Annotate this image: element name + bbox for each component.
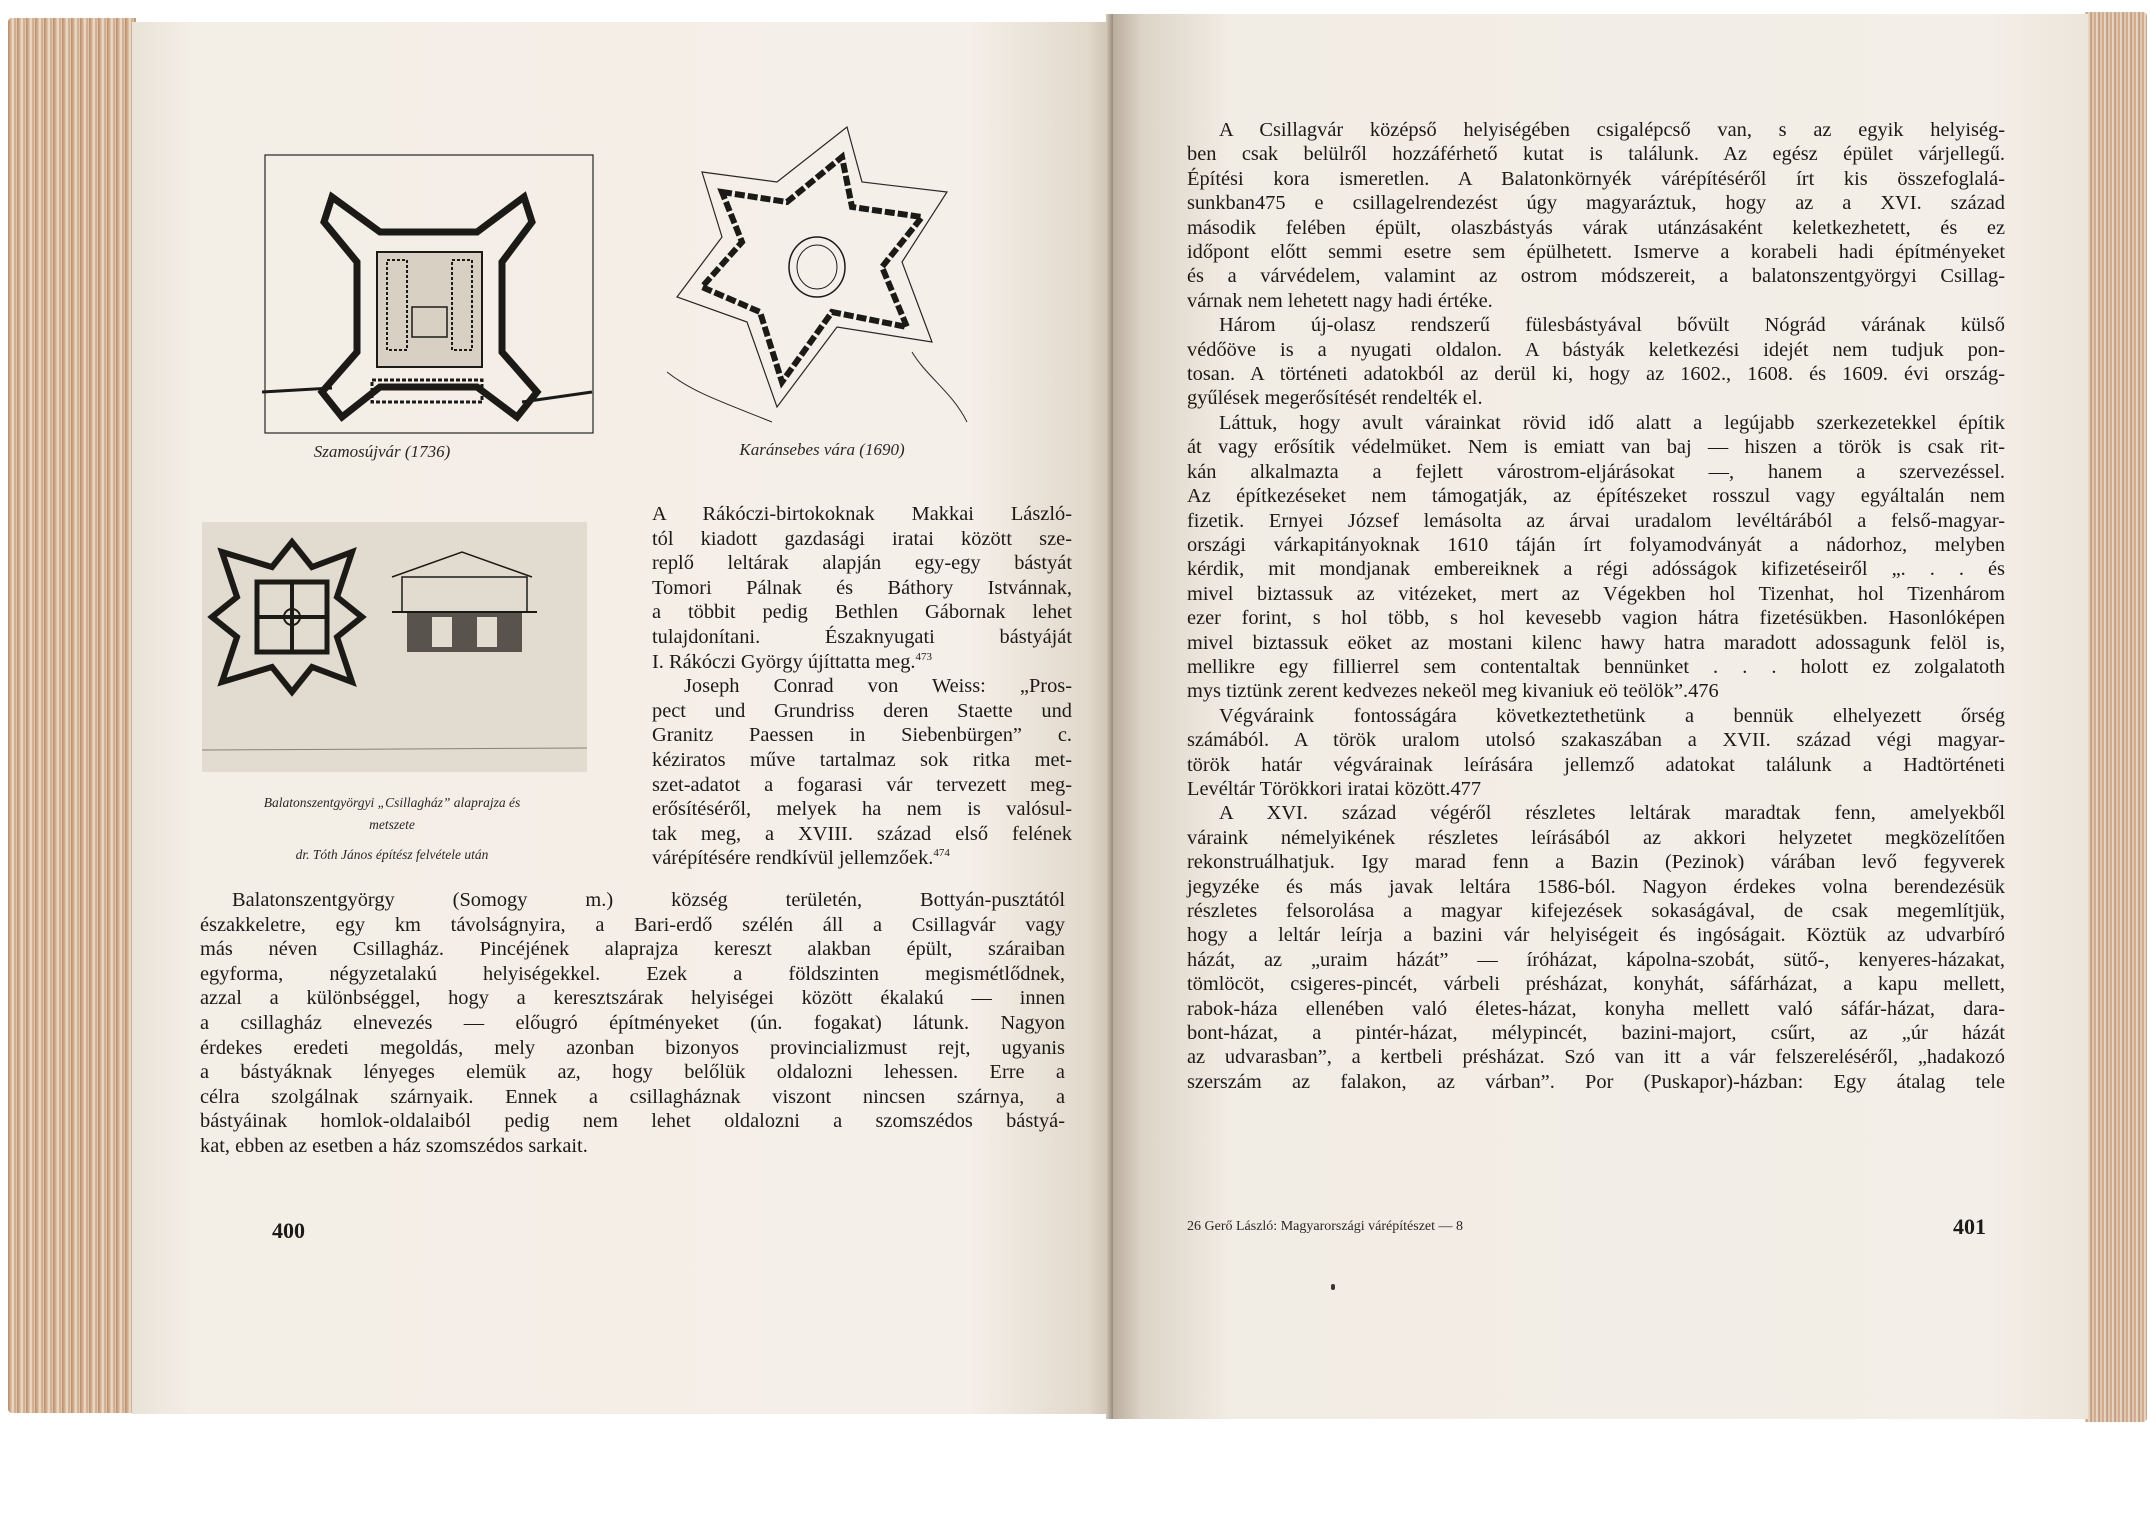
body-line: jegyzéke és más javak leltára 1586-ból. Nagyon érdekes volna berendezésük xyxy=(1187,875,2005,898)
body-line: időpont előtt semmi esetre sem épülhetett. Ismerve a korabeli hadi építményeket xyxy=(1187,241,2005,264)
body-line: kat, ebben az esetben a ház szomszédos sarkait. xyxy=(200,1134,588,1157)
body-line: célra szolgálnak szárnyaik. Ennek a csillagháznak viszont nincsen szárnya, a xyxy=(200,1085,1065,1108)
body-line: át vagy erősítik védelmüket. Nem is emiatt van baj — hiszen a török is csak rit- xyxy=(1187,436,2005,459)
side-line: A Rákóczi-birtokoknak Makkai László- xyxy=(652,503,1072,525)
body-line: török határ végvárainak leírására jellemző adatokat találunk a Hadtörténeti xyxy=(1187,753,2005,776)
body-line: védőöve is a nyugati oldalon. A bástyák keletkezési idejét nem tudjuk pon- xyxy=(1187,338,2005,361)
body-line: egyforma, négyzetalakú helyiségekkel. Ezek a földszinten megismétlődnek, xyxy=(200,962,1065,985)
body-line: a bástyáknak lényeges elemük az, hogy belőlük oldalozni lehessen. Erre a xyxy=(200,1061,1065,1084)
side-line-text: I. Rákóczi György újíttatta meg. xyxy=(652,650,916,673)
body-line: Az építkezéseket nem támogatják, az építészeket rosszul vagy egyáltalán nem xyxy=(1187,485,2005,508)
side-line: erősítéséről, melyek ha nem is valósul- xyxy=(652,798,1072,821)
left-page xyxy=(132,22,1117,1414)
body-line: kérdik, mit mondjanak embereiknek a régi adósságok kifizetéseiről „. . . és xyxy=(1187,558,2005,581)
body-line: más néven Csillagház. Pincéjének alaprajza kereszt alakban épült, száraiban xyxy=(200,938,1065,961)
body-line: rekonstruálhatjuk. Igy marad fenn a Bazin (Pezinok) várában levő fegyverek xyxy=(1187,851,2005,874)
side-line: Joseph Conrad von Weiss: „Pros- xyxy=(684,675,1072,698)
body-line: fizetik. Ernyei József lemásolta az árvai uradalom levéltárából a felső-magyar- xyxy=(1187,509,2005,532)
figure-karansebes-plan xyxy=(662,122,972,427)
figure-caption-line-1: Balatonszentgyörgyi „Csillagház” alaprajza és xyxy=(263,795,521,810)
body-line: mellikre egy fillierrel sem contentaltak bennünket . . . holott ez zolgalatoth xyxy=(1187,655,2005,678)
right-page-stack-edge xyxy=(2085,12,2147,1422)
figure-csillaghaz-plan xyxy=(202,522,587,772)
body-line: tosan. A történeti adatokból az derül ki, hogy az 1602., 1608. és 1609. évi ország- xyxy=(1187,363,2005,386)
body-line: hogy a leltár leírja a bazini vár helyiségeit és ingóságait. Köztük az udvarbíró xyxy=(1187,924,2005,947)
body-line: Levéltár Törökkori iratai között.477 xyxy=(1187,777,1482,800)
body-line: házát, az „uraim házát” — íróházat, kápolna-szobát, sütő-, kenyeres-házakat, xyxy=(1187,948,2005,971)
body-line: ezer forint, s hol több, s hol kevesebb vagion hátra fizetésükben. Hasonlóképen xyxy=(1187,607,2005,630)
side-line: szet-adatot a fogarasi vár tervezett meg- xyxy=(652,773,1072,796)
body-line: mys tiztünk zerent kedvezes nekeöl meg kivaniuk eö teölök”.476 xyxy=(1187,680,1719,703)
body-line: Építési kora ismeretlen. A Balatonkörnyék várépítéséről írt kis összefoglalá- xyxy=(1187,167,2005,190)
body-line: mivel biztassuk az vitézeket, mert az Végekben hol Tizenhat, hol Tizenhárom xyxy=(1187,582,2005,605)
side-line: tak meg, a XVIII. század első felének xyxy=(652,822,1072,845)
body-line: azzal a különbséggel, hogy a keresztszárak helyiségei között ékalakú — innen xyxy=(200,987,1065,1010)
side-line: kéziratos műve tartalmaz sok ritka met- xyxy=(652,748,1072,771)
left-page-stack-edge xyxy=(8,18,136,1413)
figure-caption-line-3: dr. Tóth János építész felvétele után xyxy=(295,847,489,862)
body-line: északkeletre, egy km távolságnyira, a Bari-erdő szélén áll a Csillagvár vagy xyxy=(200,913,1065,936)
page-number-left: 400 xyxy=(272,1218,305,1243)
body-line: az udvarasban”, a kertbeli présházat. Szó van itt a vár felszereléséről, „hadakozó xyxy=(1187,1046,2005,1069)
csillaghaz-drawing xyxy=(202,522,587,772)
body-line: Három új-olasz rendszerű fülesbástyával bővült Nógrád várának külső xyxy=(1219,314,2005,337)
figure-szamosujvar-plan xyxy=(262,152,597,437)
side-line: tulajdonítani. Északnyugati bástyáját xyxy=(652,625,1072,648)
body-line: ben csak belülről hozzáférhető kutat is találunk. Az egész épület várjellegű. xyxy=(1187,143,2005,166)
figure-caption-csillaghaz xyxy=(192,792,592,866)
right-page xyxy=(1113,14,2088,1419)
body-line: bástyáinak homlok-oldalaiból pedig nem lehet oldalozni a szomszédos bástyá- xyxy=(200,1110,1065,1133)
figure-caption-szamosujvar: Szamosújvár (1736) xyxy=(313,442,451,461)
body-line: sunkban475 e csillagelrendezést úgy magyaráztuk, hogy az a XVI. század xyxy=(1187,192,2005,215)
body-line: második felében épült, olaszbástyás várak utánzásaként keletkezhetett, és ez xyxy=(1187,216,2005,239)
body-line: tömlöcöt, csigeres-pincét, várbeli présházat, konyhát, sáfárházat, a kapu mellett, xyxy=(1187,973,2005,996)
body-line: számából. A török uralom utolsó szakaszában a XVII. század végi magyar- xyxy=(1187,729,2005,752)
side-line xyxy=(652,650,1072,675)
footnote-ref: 473 xyxy=(915,650,933,663)
side-column-text xyxy=(652,502,1072,871)
side-line-text: várépítésére rendkívül jellemzőek. xyxy=(652,847,934,870)
main-body-text xyxy=(200,888,1065,1159)
right-body-text xyxy=(1187,118,2005,1094)
side-line: tól kiadott gazdasági iratai között sze- xyxy=(652,527,1072,550)
karansebes-plan-drawing xyxy=(662,122,972,427)
body-line: érdekes eredeti megoldás, mely azonban bizonyos provincializmust rejt, ugyanis xyxy=(200,1036,1065,1059)
side-line: Tomori Pálnak és Báthory Istvánnak, xyxy=(652,576,1072,599)
body-line: várnak nem lehetett nagy hadi értéke. xyxy=(1187,289,1493,312)
side-line: replő leltárak alapján egy-egy bástyát xyxy=(652,552,1072,575)
body-line: A Csillagvár középső helyiségében csigalépcső van, s az egyik helyiség- xyxy=(1219,119,2005,141)
figure-caption-karansebes: Karánsebes vára (1690) xyxy=(739,440,905,459)
body-line: Végváraink fontosságára következtethetünk a bennük elhelyezett őrség xyxy=(1219,704,2005,727)
body-line: kán alkalmazta a fejlett várostrom-eljárásokat —, hanem a szervezéssel. xyxy=(1187,460,2005,483)
body-line: bont-házat, a pintér-házat, mélypincét, bazini-majort, csűrt, az „úr házát xyxy=(1187,1022,2005,1045)
footnote-ref: 474 xyxy=(933,847,950,860)
szamosujvar-plan-drawing xyxy=(262,152,597,437)
page-number-right: 401 xyxy=(1953,1214,1986,1239)
body-line: és a várvédelem, valamint az ostrom módszereit, a balatonszentgyörgyi Csillag- xyxy=(1187,265,2005,288)
side-line: pect und Grundriss deren Staette und xyxy=(652,699,1072,722)
figure-caption-line-2: metszete xyxy=(369,817,415,832)
side-line: a többit pedig Bethlen Gábornak lehet xyxy=(652,601,1072,624)
body-line: Balatonszentgyörgy (Somogy m.) község területén, Bottyán-pusztától xyxy=(232,889,1065,911)
body-line: részletes felsorolása a magyar kifejezések sokaságával, de csak megemlítjük, xyxy=(1187,900,2005,922)
page-footer-signature: 26 Gerő László: Magyarországi várépítészet — 8 xyxy=(1187,1219,1464,1234)
body-line: Láttuk, hogy avult várainkat rövid idő alatt a legújabb szerkezetekkel építik xyxy=(1219,411,2005,434)
body-line: a csillagház elnevezés — előugró építményeket (ún. fogakat) látunk. Nagyon xyxy=(200,1011,1065,1034)
body-line: A XVI. század végéről részletes leltárak maradtak fenn, amelyekből xyxy=(1219,802,2005,825)
ink-speck xyxy=(1331,1284,1335,1290)
body-line: gyűlések megerősítését rendelték el. xyxy=(1187,387,1483,410)
body-line: országi várkapitányoknak 1610 táján írt folyamodványát a nádorhoz, melyben xyxy=(1187,533,2005,556)
body-line: mivel biztassuk eöket az mostani kilenc hawy hatra maradott adossagunk felöl is, xyxy=(1187,631,2005,654)
side-line: Granitz Paessen in Siebenbürgen” c. xyxy=(652,724,1072,747)
body-line: váraink némelyikének részletes leírásából az akkori helyzetet megközelítően xyxy=(1187,826,2005,849)
body-line: szerszám az falakon, az várban”. Por (Puskapor)-házban: Egy átalag tele xyxy=(1187,1070,2005,1093)
body-line: rabok-háza ellenében való életes-házat, konyha mellett való sáfár-házat, dara- xyxy=(1187,997,2005,1020)
side-line xyxy=(652,846,1072,871)
